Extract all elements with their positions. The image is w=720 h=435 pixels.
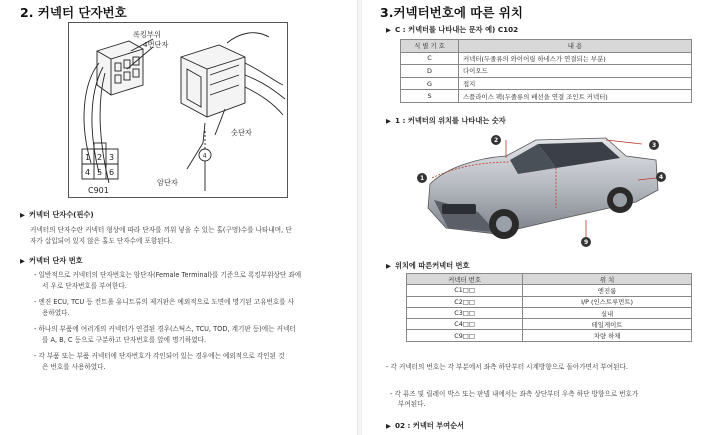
table-row: D 다이오드 xyxy=(401,65,692,78)
table-row: C2□□ I/P (인스트루먼트) xyxy=(407,296,692,307)
section-pin-number-item-4: - 각 부품 또는 부품 커넥터에 단자번호가 각인되어 있는 경우에는 예외적으로 각인된 것 은 번호를 사용하였다. xyxy=(34,352,285,371)
pin-5: 5 xyxy=(97,168,103,177)
connector-illustration xyxy=(69,23,289,199)
code-table xyxy=(400,39,692,103)
section-pin-count-body: 커넥터의 단자수란 커넥터 형상에 따라 단자를 끼워 넣을 수 있는 홀(구멍)수를 나타내며, 단 자가 삽입되어 있지 않은 홀도 단자수에 포함된다. xyxy=(30,226,292,245)
label-male-terminal: 숫단자 xyxy=(231,128,252,137)
pin-4: 4 xyxy=(85,168,91,177)
section-pin-number-item-3: - 하나의 부품에 여러개의 커넥터가 연결된 경우(스틱스, TCU, TOD, 계기판 등)에는 커넥터 를 A, B, C 등으로 구분하고 단자번호를 앞에 명기하였다. xyxy=(34,325,296,344)
triangle-bullet-icon: ▶ xyxy=(386,262,391,270)
table-row: G 접지 xyxy=(401,77,692,90)
table-row: S 스플라이스 팩(두줄류의 배선을 연결 조인트 커넥터) xyxy=(401,90,692,103)
position-table-heading: ▶ 위치에 따른커넥터 번호 xyxy=(386,261,470,270)
label-locking: 록킹부위 xyxy=(133,30,161,39)
callout-1: 1 xyxy=(420,175,425,182)
table-header: 내 용 xyxy=(459,40,692,53)
table-header-row xyxy=(407,274,692,285)
pin-3: 3 xyxy=(109,153,115,162)
callout-3: 3 xyxy=(652,142,657,149)
section-pin-number-item-2: - 엔진 ECU, TCU 등 컨트롤 유니트류의 제거판은 예외적으로 도면에 명기된 고유번호를 사 용하였다. xyxy=(34,298,295,317)
table-row: C1□□ 엔진룸 xyxy=(407,285,692,296)
pickup-truck-illustration xyxy=(406,128,666,250)
section-pin-number-item-1: - 일반적으로 커넥터의 단자번호는 암단자(Female Terminal)를 기준으로 록킹부위상단 좌에 서 우로 단자번호를 부여한다. xyxy=(34,271,302,290)
code-letter-heading: ▶ C : 커넥터를 나타내는 문자 예) C102 xyxy=(386,25,519,34)
pin-2: 2 xyxy=(97,153,103,162)
label-female-terminal: 암단자 xyxy=(157,178,178,187)
table-header-row xyxy=(401,40,692,53)
table-header: 식 별 기 호 xyxy=(401,40,459,53)
triangle-bullet-icon: ▶ xyxy=(20,257,25,265)
note-fuse-box: - 각 퓨즈 및 릴레이 박스 또는 판넬 내에서는 좌측 상단부터 우측 하단 방향으로 번호가 부여된다. xyxy=(390,390,639,408)
table-header: 위 치 xyxy=(523,274,692,285)
triangle-bullet-icon: ▶ xyxy=(20,211,25,219)
pin-6: 6 xyxy=(109,168,115,177)
section-pin-count-heading: ▶ 커넥터 단자수(핀수) xyxy=(20,210,94,219)
table-row: C9□□ 차량 하체 xyxy=(407,330,692,341)
triangle-bullet-icon: ▶ xyxy=(386,422,391,430)
callout-number: 4 xyxy=(202,151,207,160)
connector-diagram xyxy=(68,22,288,198)
left-title: 2. 커넥터 단자번호 xyxy=(20,5,127,20)
right-title: 3.커넥터번호에 따른 위치 xyxy=(380,5,523,20)
triangle-bullet-icon: ▶ xyxy=(386,117,391,125)
table-header: 커넥터 번호 xyxy=(407,274,523,285)
position-table xyxy=(406,273,692,342)
section-pin-number-heading: ▶ 커넥터 단자 번호 xyxy=(20,256,83,265)
connector-code: C901 xyxy=(88,186,109,195)
pin-1: 1 xyxy=(85,153,91,162)
callout-2: 2 xyxy=(494,137,499,144)
note-clockwise: - 각 커넥터의 번호는 각 부분에서 좌측 하단부터 시계방향으로 돌아가면서 부여된다. xyxy=(386,363,628,371)
callout-4: 4 xyxy=(659,174,664,181)
position-number-heading: ▶ 1 : 커넥터의 위치를 나타내는 숫자 xyxy=(386,116,506,125)
table-row: C4□□ 테일게이트 xyxy=(407,319,692,330)
callout-9: 9 xyxy=(584,239,589,246)
vehicle-location-diagram xyxy=(406,128,666,250)
table-row: C 커넥터(두줄류의 와이어링 하네스가 연결되는 부분) xyxy=(401,52,692,65)
label-pin4: 4번단자 xyxy=(143,40,169,49)
table-row: C3□□ 실내 xyxy=(407,307,692,318)
order-heading: ▶ 02 : 커넥터 부여순서 xyxy=(386,421,464,430)
triangle-bullet-icon: ▶ xyxy=(386,26,391,34)
